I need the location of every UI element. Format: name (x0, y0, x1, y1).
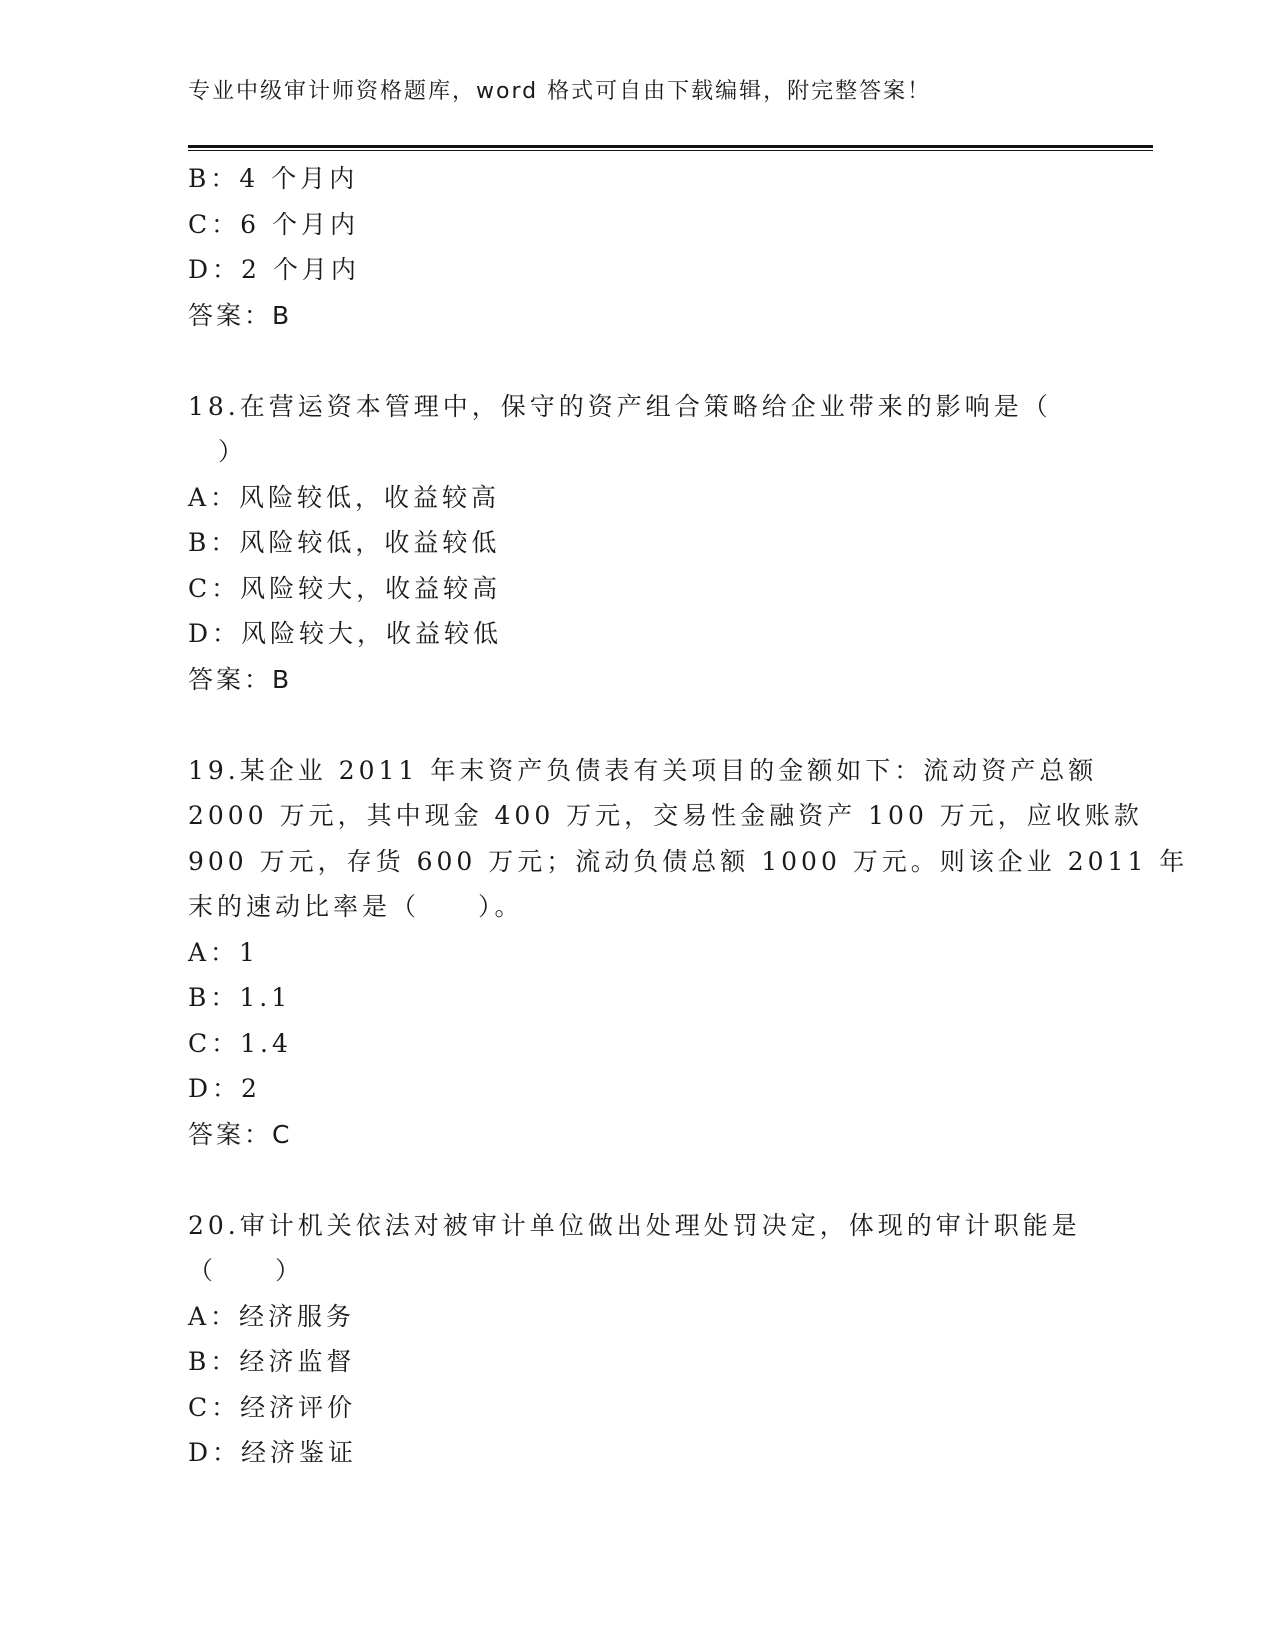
option-a: A：经济服务 (188, 1301, 356, 1331)
question-18 (188, 384, 1088, 703)
answer-line: 答案：B (188, 664, 293, 694)
option-a: A：风险较低，收益较高 (188, 482, 501, 512)
option-b: B：经济监督 (188, 1347, 356, 1376)
answer-line: 答案：B (188, 300, 293, 330)
option-a: A：1 (188, 937, 259, 967)
option-b: B：1.1 (188, 983, 292, 1012)
question-stem: 2000 万元，其中现金 400 万元，交易性金融资产 100 万元，应收账款 (188, 801, 1143, 830)
option-b: B：4 个月内 (188, 164, 359, 193)
answer-line: 答案：C (188, 1119, 293, 1149)
question-stem: 末的速动比率是（ ）。 (188, 892, 524, 921)
page-header: 专业中级审计师资格题库，word 格式可自由下载编辑，附完整答案！ (188, 79, 932, 104)
option-d: D：2 (188, 1074, 261, 1103)
prev-question (188, 156, 1088, 338)
option-c: C：经济评价 (188, 1392, 357, 1422)
option-b: B：风险较低，收益较低 (188, 528, 501, 557)
option-d: D：2 个月内 (188, 255, 360, 284)
option-c: C：风险较大，收益较高 (188, 573, 502, 603)
header-rule-thin (188, 150, 1153, 151)
question-20 (188, 1203, 1088, 1476)
question-stem: 20.审计机关依法对被审计单位做出处理处罚决定，体现的审计职能是 (188, 1210, 1081, 1240)
header-rule-thick (188, 145, 1153, 148)
question-stem: 900 万元，存货 600 万元；流动负债总额 1000 万元。则该企业 2011 年 (188, 846, 1189, 876)
option-d: D：风险较大，收益较低 (188, 619, 503, 648)
question-content (188, 156, 1189, 1476)
question-19 (188, 748, 1189, 1158)
option-c: C：1.4 (188, 1028, 292, 1058)
option-d: D：经济鉴证 (188, 1438, 358, 1467)
question-stem-continued: （ ） (188, 1256, 305, 1285)
option-c: C：6 个月内 (188, 209, 359, 239)
question-stem: 19.某企业 2011 年末资产负债表有关项目的金额如下：流动资产总额 (188, 755, 1098, 785)
question-stem: 18.在营运资本管理中，保守的资产组合策略给企业带来的影响是（ (188, 391, 1052, 421)
question-stem-continued: ） (218, 437, 248, 466)
